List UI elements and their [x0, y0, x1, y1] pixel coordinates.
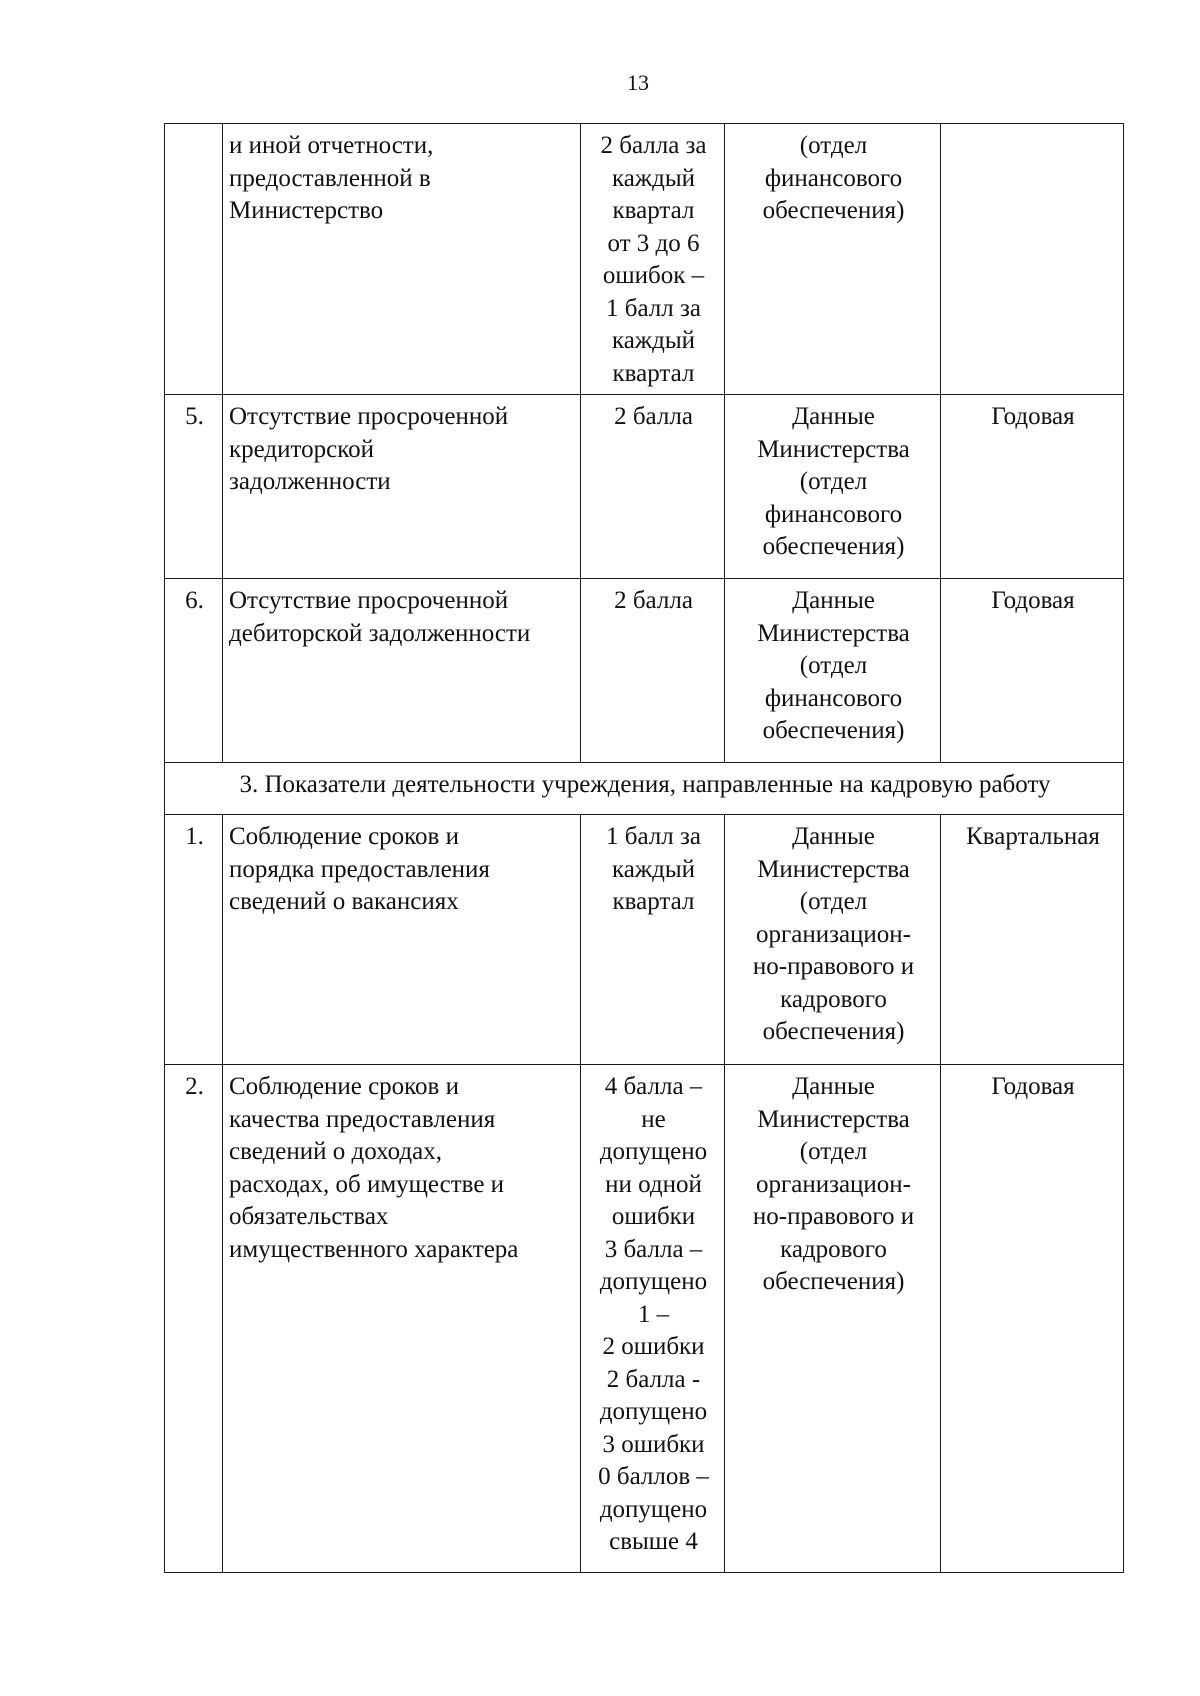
data-source-line: Данные	[792, 587, 875, 614]
data-source-cell	[725, 395, 941, 579]
row-number: 1.	[165, 815, 223, 1065]
score-value-line: 2 ошибки	[602, 1333, 705, 1360]
data-source-line: обеспечения)	[762, 533, 905, 560]
data-source-line: финансового	[764, 164, 903, 192]
indicator-name-line: Отсутствие просроченной	[229, 403, 509, 430]
data-source-line: (отдел	[799, 1138, 868, 1165]
score-value-cell	[581, 395, 725, 579]
score-value-cell	[581, 579, 725, 763]
table-row	[165, 395, 1124, 579]
score-value-cell	[581, 124, 725, 395]
reporting-period-line: Годовая	[991, 587, 1075, 614]
indicator-name-line: расходах, об имуществе и	[229, 1170, 505, 1198]
data-source-line: обеспечения)	[762, 1268, 905, 1295]
score-value-line: 1 –	[637, 1300, 670, 1328]
data-source-cell	[725, 579, 941, 763]
table-row	[165, 579, 1124, 763]
row-number	[165, 124, 223, 395]
reporting-period-cell	[941, 815, 1124, 1065]
score-value-line: не	[641, 1105, 666, 1133]
indicator-name-line: обязательствах	[229, 1203, 389, 1230]
score-value-line: каждый	[611, 855, 696, 883]
indicator-name-line: имущественного характера	[229, 1235, 519, 1263]
indicator-name-line: Соблюдение сроков и	[229, 823, 459, 850]
score-value-line: квартал	[612, 888, 695, 915]
indicator-name-cell	[223, 395, 581, 579]
reporting-period-cell	[941, 1065, 1124, 1573]
score-value-line: ошибки	[611, 1203, 696, 1230]
reporting-period-cell	[941, 124, 1124, 395]
score-value-line: допущено	[599, 1495, 708, 1523]
score-value-cell	[581, 1065, 725, 1573]
indicator-name-line: сведений о вакансиях	[229, 888, 459, 915]
score-value-line: от 3 до 6	[607, 229, 700, 257]
data-source-line: Министерства	[757, 435, 910, 463]
score-value-line: ошибок –	[602, 262, 705, 289]
data-source-line: финансового	[764, 500, 903, 528]
reporting-period-line: Годовая	[991, 1073, 1075, 1100]
row-number: 2.	[165, 1065, 223, 1573]
data-source-line: (отдел	[799, 888, 868, 915]
criteria-table-body	[165, 124, 1124, 1573]
indicator-name-line: порядка предоставления	[229, 855, 490, 883]
score-value-line: 0 баллов –	[598, 1463, 709, 1490]
data-source-line: финансового	[764, 684, 903, 712]
data-source-line: обеспечения)	[762, 1018, 905, 1045]
indicator-name-cell	[223, 815, 581, 1065]
indicator-name-line: предоставленной в	[229, 164, 431, 192]
data-source-line: (отдел	[799, 132, 868, 159]
indicator-name-line: Соблюдение сроков и	[229, 1073, 459, 1100]
section-header-row	[165, 763, 1124, 815]
data-source-line: Данные	[792, 403, 875, 430]
data-source-line: обеспечения)	[762, 197, 905, 224]
data-source-cell	[725, 1065, 941, 1573]
score-value-line: свыше 4	[609, 1528, 698, 1555]
data-source-line: Данные	[792, 823, 875, 850]
indicator-name-line: сведений о доходах,	[229, 1138, 442, 1165]
score-value-line: допущено	[599, 1268, 708, 1295]
row-number: 5.	[165, 395, 223, 579]
score-value-line: 1 балл за	[606, 294, 701, 322]
reporting-period-cell	[941, 395, 1124, 579]
data-source-line: организацион-	[755, 920, 912, 948]
data-source-line: Министерства	[757, 855, 910, 883]
score-value-line: 2 балла -	[606, 1365, 701, 1393]
score-value-line: 3 балла –	[604, 1235, 703, 1263]
data-source-line: но-правового и	[752, 953, 915, 980]
indicator-name-cell	[223, 1065, 581, 1573]
section-title: 3. Показатели деятельности учреждения, направленные на кадровую работу	[165, 763, 1124, 815]
data-source-line: обеспечения)	[762, 717, 905, 744]
score-value-line: квартал	[612, 197, 695, 224]
score-value-line: 3 ошибки	[602, 1430, 705, 1458]
data-source-line: Министерства	[757, 1105, 910, 1133]
table-row	[165, 1065, 1124, 1573]
score-value-line: 1 балл за	[606, 823, 701, 850]
indicator-name-line: дебиторской задолженности	[229, 619, 531, 647]
score-value-line: ни одной	[605, 1170, 702, 1198]
indicator-name-line: Отсутствие просроченной	[229, 587, 509, 614]
score-value-line: допущено	[599, 1138, 708, 1165]
indicator-name-line: задолженности	[229, 468, 391, 495]
data-source-line: но-правового и	[752, 1203, 915, 1230]
score-value-line: каждый	[611, 164, 696, 192]
score-value-line: 2 балла за	[600, 132, 707, 159]
indicator-name-line: и иной отчетности,	[229, 132, 434, 159]
data-source-line: (отдел	[799, 468, 868, 495]
page-number: 13	[627, 70, 649, 95]
data-source-line: Данные	[792, 1073, 875, 1100]
reporting-period-line: Годовая	[991, 403, 1075, 430]
indicator-name-cell	[223, 579, 581, 763]
data-source-cell	[725, 815, 941, 1065]
score-value-cell	[581, 815, 725, 1065]
data-source-line: кадрового	[780, 1235, 887, 1263]
data-source-line: организацион-	[755, 1170, 912, 1198]
data-source-line: кадрового	[780, 985, 887, 1013]
data-source-line: Министерства	[757, 619, 910, 647]
score-value-line: каждый	[611, 327, 696, 354]
score-value-line: 4 балла –	[604, 1073, 703, 1100]
data-source-cell	[725, 124, 941, 395]
criteria-table	[164, 123, 1124, 1573]
score-value-line: допущено	[599, 1398, 708, 1425]
indicator-name-line: качества предоставления	[229, 1105, 496, 1133]
reporting-period-cell	[941, 579, 1124, 763]
reporting-period-line: Квартальная	[966, 823, 1100, 850]
table-row	[165, 815, 1124, 1065]
score-value-line: квартал	[612, 359, 695, 387]
indicator-name-line: кредиторской	[229, 435, 374, 463]
row-number: 6.	[165, 579, 223, 763]
table-row	[165, 124, 1124, 395]
indicator-name-line: Министерство	[229, 197, 384, 224]
indicator-name-cell	[223, 124, 581, 395]
score-value-line: 2 балла	[614, 403, 693, 430]
score-value-line: 2 балла	[614, 587, 693, 614]
data-source-line: (отдел	[799, 652, 868, 679]
